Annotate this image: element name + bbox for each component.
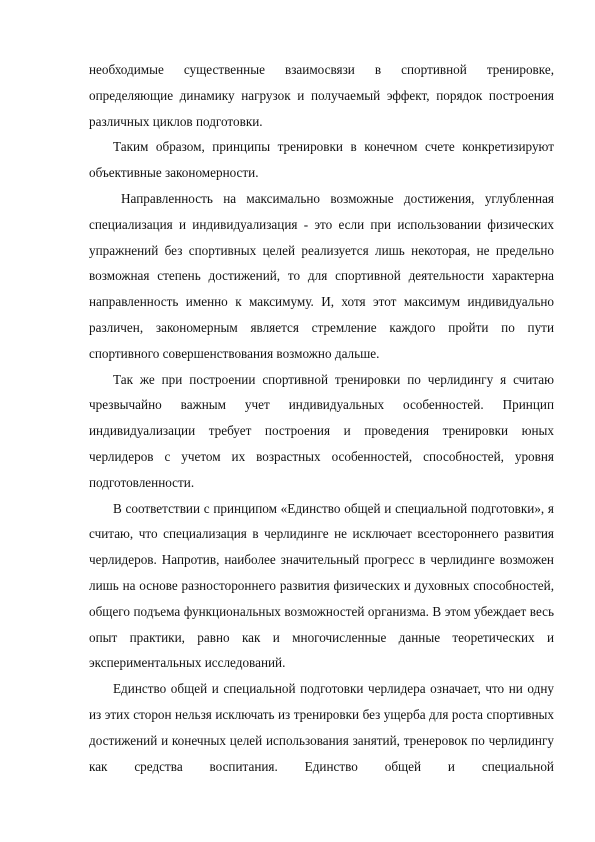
paragraph-principles-summary: Таким образом, принципы тренировки в конечном счете конкретизируют объективные закономерности. xyxy=(89,139,554,181)
paragraph-unity-of-training: Единство общей и специальной подготовки черлидера означает, что ни одну из этих сторон нельзя исключать из тренировки без ущерба для роста спортивных достижений и конечных целей использования занятий, тренеровок по черлидингу как средства воспитания. Единство общей и специальной xyxy=(89,681,554,774)
paragraph-individualization: Так же при построении спортивной тренировки по черлидингу я считаю чрезвычайно важным учет индивидуальных особенностей. Принцип индивидуализации требует построения и проведения тренировки юных черлидеров с учетом их возрастных особенностей, способностей, уровня подготовленности. xyxy=(89,371,554,490)
paragraph-general-special-training: В соответствии с принципом «Единство общей и специальной подготовки», я считаю, что специализация в черлидинге не исключает всестороннего развития черлидеров. Напротив, наиболее значительный прогресс в черлидинге возможен лишь на основе разностороннего развития физических и духовных способностей, общего подъема функциональных возможностей организма. В этом убеждает весь опыт практики, равно как и многочисленные данные теоретических и экспериментальных исследований. xyxy=(89,500,554,671)
paragraph-continuation: необходимые существенные взаимосвязи в спортивной тренировке, определяющие динамику нагрузок и получаемый эффект, порядок построения различных циклов подготовки. xyxy=(89,62,554,129)
paragraph-max-achievements: Направленность на максимально возможные достижения, углубленная специализация и индивидуализация - это если при использовании физических упражнений без спортивных целей реализуется лишь некоторая, не предельно возможная степень достижений, то для спортивной деятельности характерна направленность именно к максимуму. И, хотя этот максимум индивидуально различен, закономерным является стремление каждого пройти по пути спортивного совершенствования возможно дальше. xyxy=(89,190,554,361)
document-body xyxy=(89,57,554,779)
